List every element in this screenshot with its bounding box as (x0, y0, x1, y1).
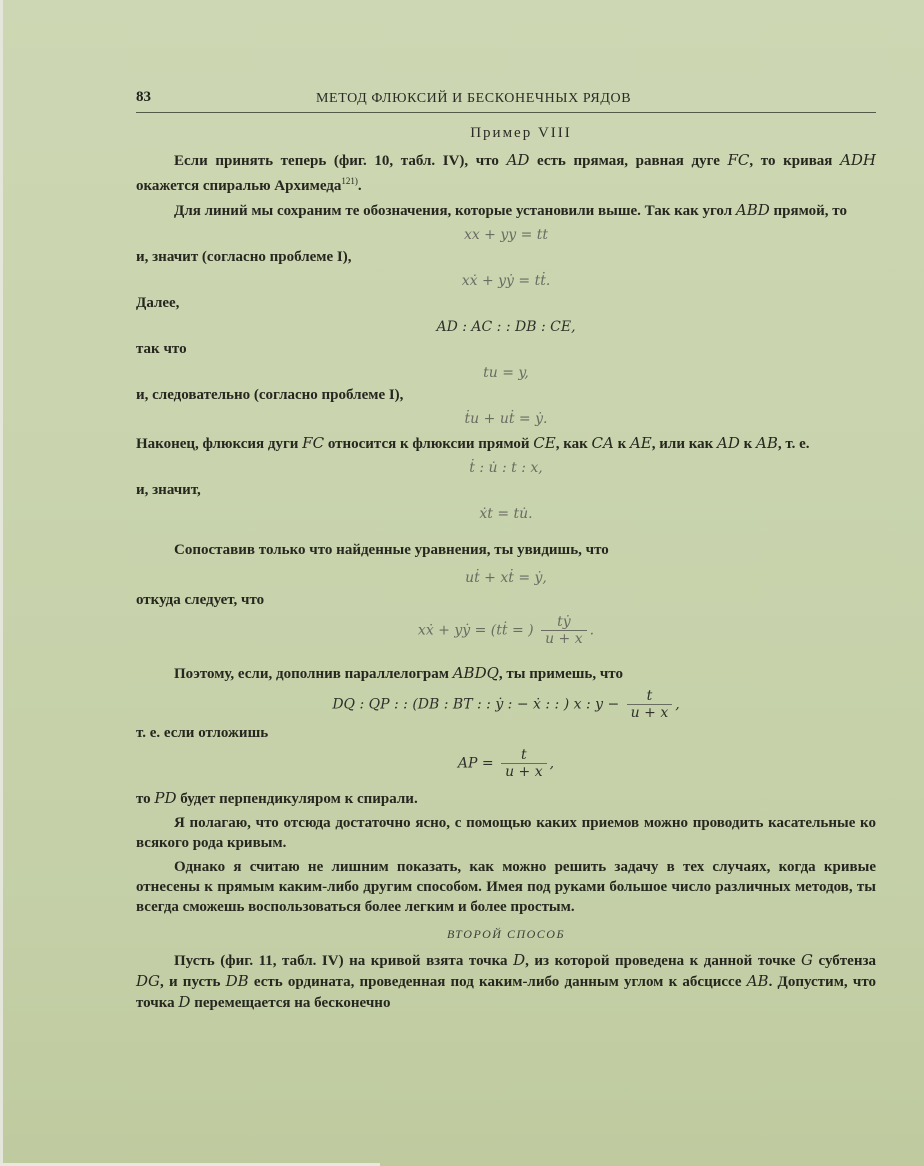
text: , и пусть (160, 974, 226, 990)
math-var: D (513, 951, 526, 969)
text-line: Далее, (136, 295, 180, 311)
equation-2: xẋ + yẏ = tṫ. (461, 273, 551, 289)
math-var: AB (746, 972, 769, 990)
text: будет перпендикуляром к спирали. (176, 791, 418, 807)
equation-1: xx + yy = tt (463, 227, 549, 243)
page-edge (0, 0, 3, 1166)
fraction (541, 614, 587, 647)
eq-part: . (589, 622, 595, 639)
numerator: t (627, 688, 673, 705)
text: окажется спиралью Архимеда (136, 178, 342, 194)
text: Наконец, флюксия дуги (136, 436, 303, 452)
text-line: т. е. если отложишь (136, 725, 269, 741)
numerator: tẏ (541, 614, 587, 631)
math-var: ABDQ (452, 664, 499, 682)
equation-3: AD : AC : : DB : CE, (436, 319, 576, 335)
equation-5: ṫu + uṫ = ẏ. (464, 411, 548, 427)
text: . (357, 178, 362, 194)
equation-10 (136, 688, 876, 721)
paragraph-7: Я полагаю, что отсюда достаточно ясно, с помощью каких приемов можно проводить касательные ко всякого рода кривым. (136, 815, 876, 851)
text: , из которой проведена к данной точке (525, 953, 802, 969)
text: к (739, 436, 757, 452)
math-var: AD (717, 434, 740, 452)
equation-4: tu = y, (483, 365, 529, 381)
text: прямой, то (769, 203, 847, 219)
text-line: и, следовательно (согласно проблеме I), (136, 387, 404, 403)
text-line: так что (136, 341, 187, 357)
math-var: PD (154, 789, 177, 807)
text: . Допустим, что точка (136, 974, 876, 1011)
equation-8: uṫ + xṫ = ẏ, (465, 570, 547, 586)
denominator: u + x (630, 705, 669, 721)
text: к (613, 436, 630, 452)
text-line: откуда следует, что (136, 592, 265, 608)
spacer (136, 649, 876, 663)
text: , или как (651, 436, 718, 452)
text: Для линий мы сохраним те обозначения, которые установили выше. Так как угол (174, 203, 736, 219)
page-number: 83 (136, 89, 151, 105)
math-var: CA (591, 434, 614, 452)
book-page (136, 80, 876, 1013)
equation-9 (136, 614, 876, 647)
denominator: u + x (545, 631, 583, 647)
math-var: G (801, 951, 814, 969)
footnote-ref: 121) (341, 176, 358, 186)
math-var: ABD (735, 201, 770, 219)
eq-part: , (675, 696, 680, 713)
text-line: и, значит (согласно проблеме I), (136, 249, 352, 265)
text: , то кривая (749, 153, 841, 169)
paragraph-4: Сопоставив только что найденные уравнения, ты увидишь, что (174, 542, 609, 558)
eq-part: xẋ + yẏ = (tṫ = ) (417, 622, 534, 639)
fraction (627, 688, 673, 721)
math-var: ADH (840, 151, 877, 169)
fraction (501, 747, 547, 780)
paragraph-9 (136, 950, 876, 1013)
paragraph-8: Однако я считаю не лишним показать, как можно решить задачу в тех случаях, когда кривые отнесены к прямым каким-либо другим способом. Имея под руками большое число различных методов, ты всегда сможешь воспользоваться более легким и более простым. (136, 859, 876, 915)
text: Пусть (фиг. 11, табл. IV) на кривой взята точка (174, 953, 514, 969)
paragraph-6 (136, 788, 876, 809)
math-var: D (178, 993, 191, 1011)
math-var: DB (225, 972, 249, 990)
math-var: CE (533, 434, 556, 452)
subsection-title: ВТОРОЙ СПОСОБ (446, 927, 566, 941)
paragraph-2 (136, 200, 876, 221)
text: есть ордината, проведенная под каким-либо данным углом к абсциссе (248, 974, 747, 990)
text: субтенза (813, 953, 877, 969)
equation-7: ẋt = tu̇. (479, 506, 533, 522)
math-var: AB (756, 434, 778, 452)
math-var: DG (136, 972, 161, 990)
paragraph-1 (136, 150, 876, 196)
paragraph-5 (136, 663, 876, 684)
equation-11 (136, 747, 876, 780)
eq-part: , (549, 755, 555, 772)
running-head (136, 80, 876, 113)
math-var: AE (629, 434, 652, 452)
spacer (136, 526, 876, 540)
text: есть прямая, равная дуге (529, 153, 728, 169)
paragraph-3 (136, 433, 876, 454)
text: Если принять теперь (фиг. 10, табл. IV), что (174, 153, 507, 169)
text: Поэтому, если, дополнив параллелограм (174, 666, 453, 682)
running-title: МЕТОД ФЛЮКСИЙ И БЕСКОНЕЧНЫХ РЯДОВ (316, 91, 632, 106)
equation-6: ṫ : u̇ : t : x, (469, 460, 543, 476)
text: перемещается на бесконечно (190, 995, 391, 1011)
denominator: u + x (505, 764, 543, 780)
math-var: FC (302, 434, 325, 452)
text: относится к флюксии прямой (324, 436, 534, 452)
eq-part: DQ : QP : : (DB : BT : : ẏ : − ẋ : : ) x : y − (332, 696, 620, 713)
section-title: Пример VIII (470, 125, 572, 141)
math-var: FC (727, 151, 750, 169)
text: , ты примешь, что (498, 666, 623, 682)
math-var: AD (506, 151, 530, 169)
eq-part: AP = (457, 755, 494, 772)
text-line: и, значит, (136, 482, 201, 498)
text: , как (555, 436, 592, 452)
numerator: t (501, 747, 547, 764)
text: то (136, 791, 155, 807)
text: , т. е. (777, 436, 810, 452)
